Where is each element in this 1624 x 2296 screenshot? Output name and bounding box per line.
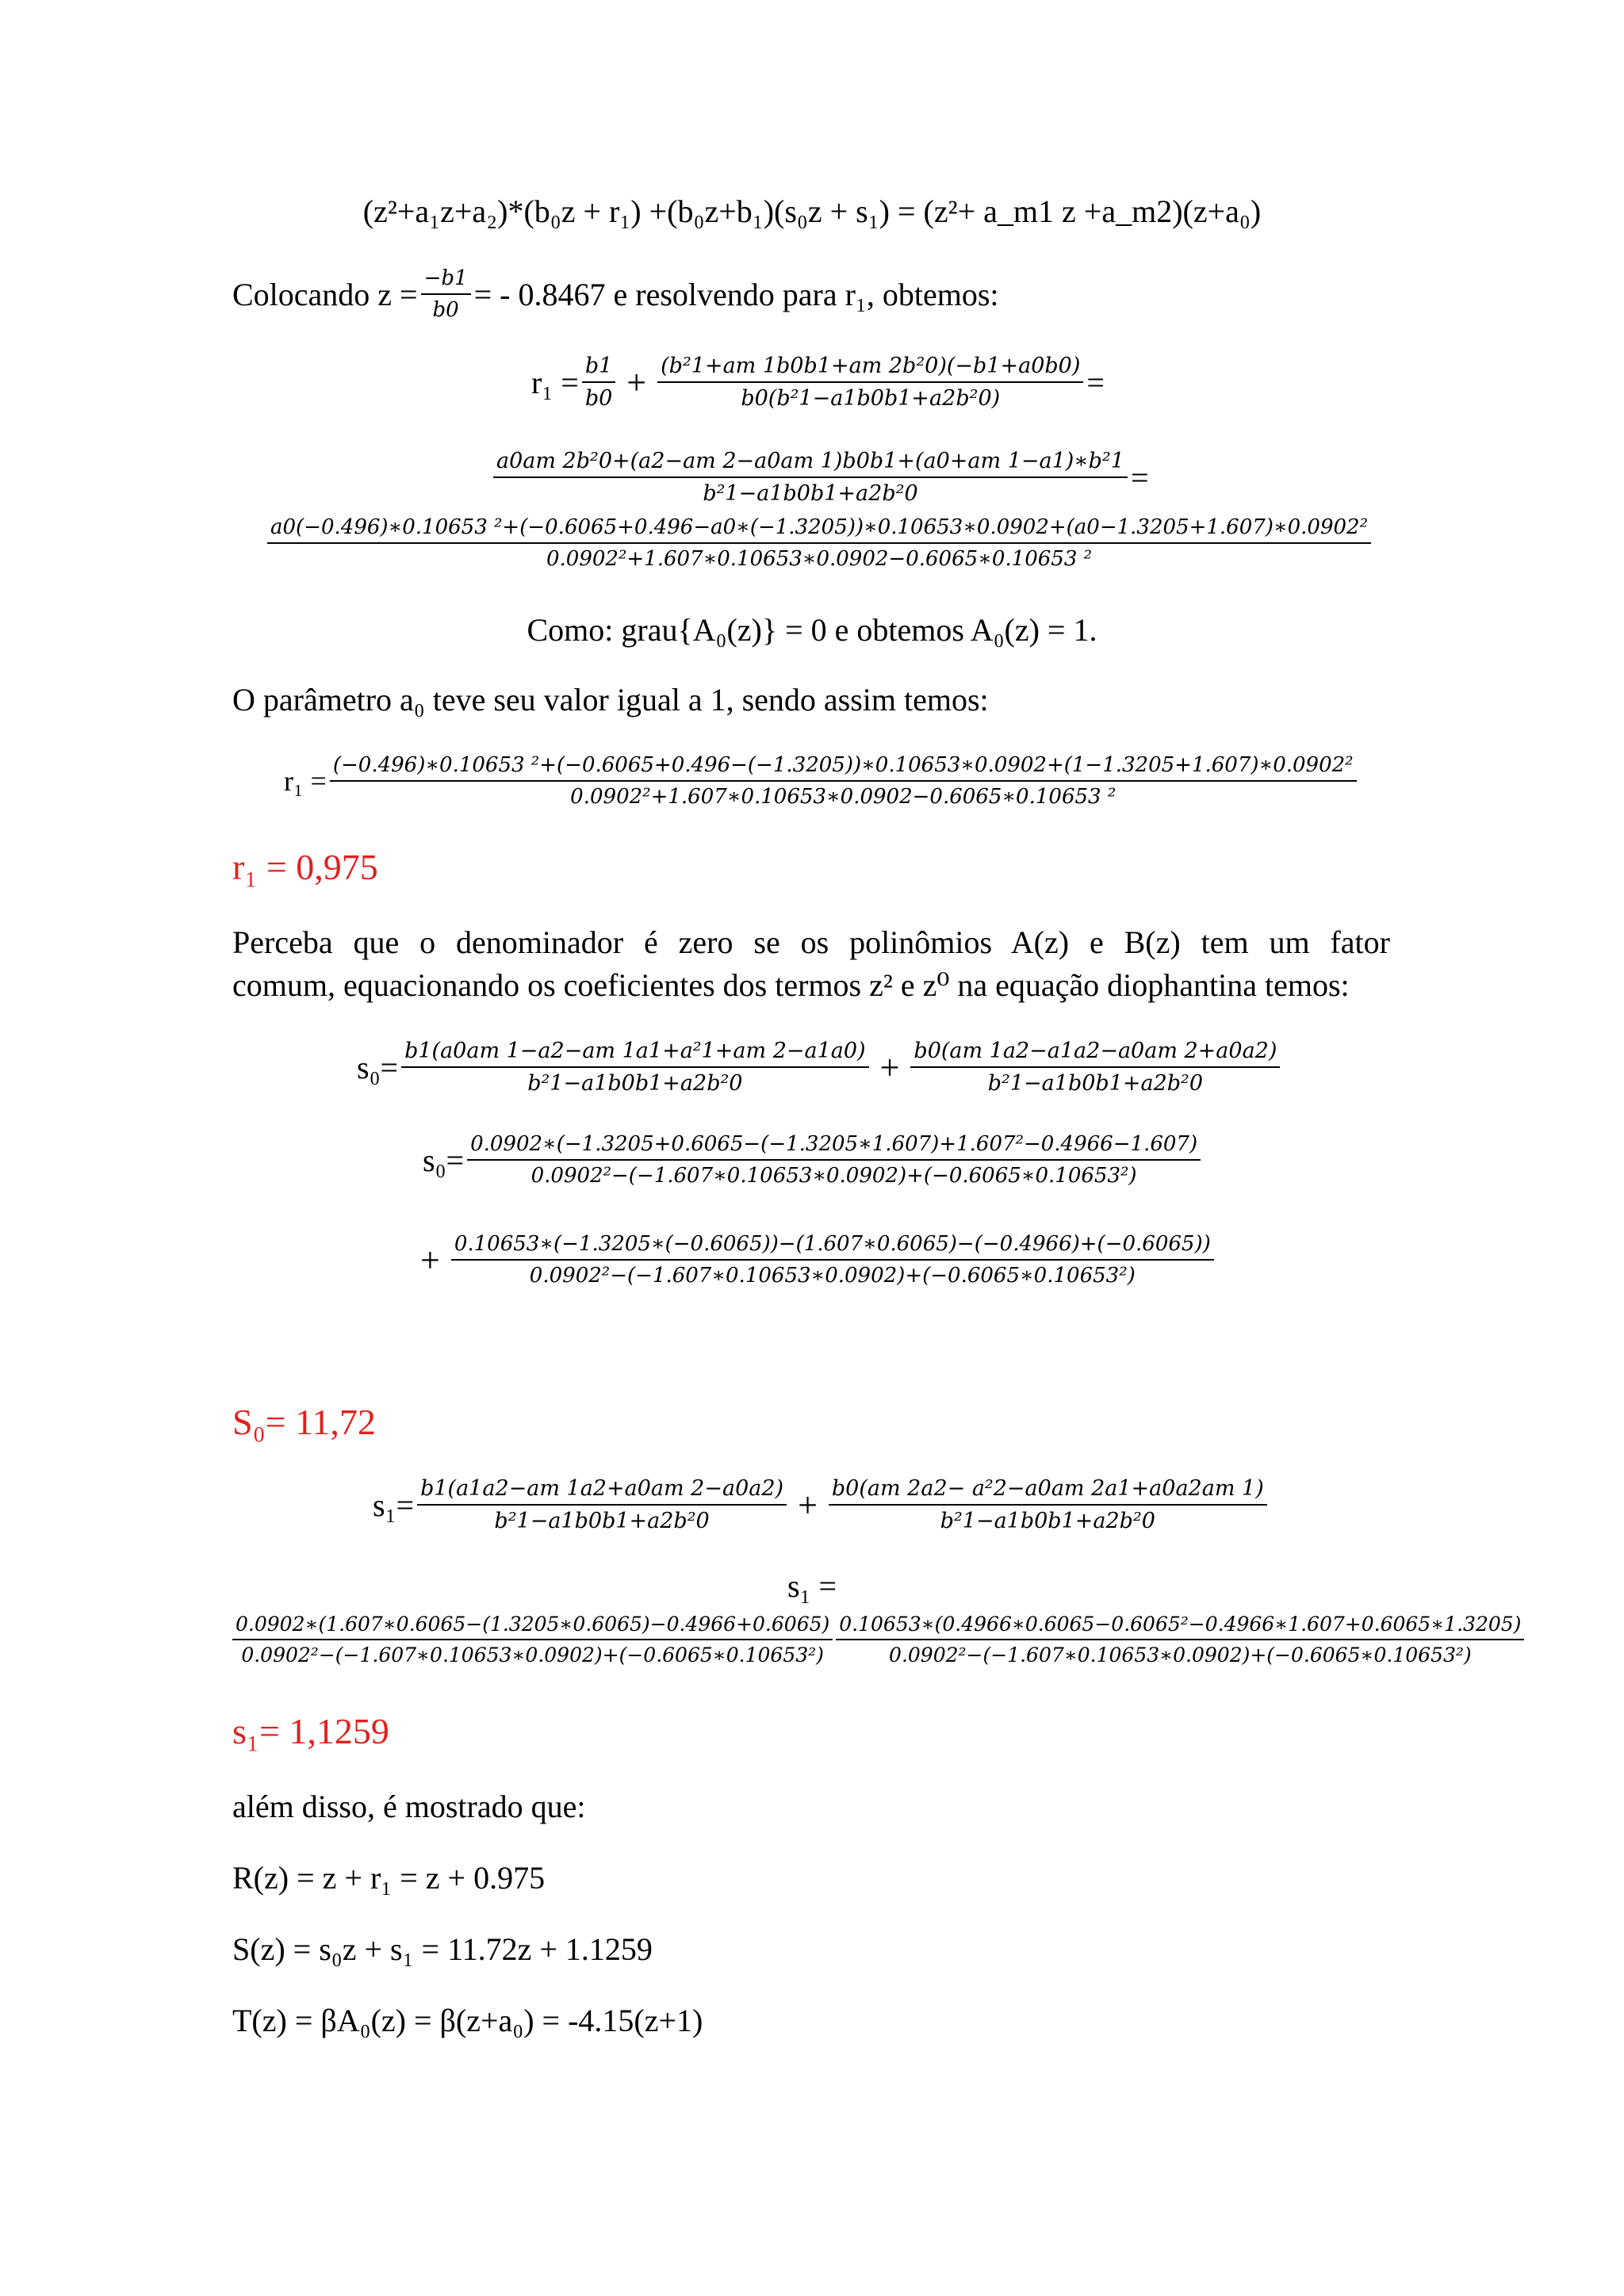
param-line: O parâmetro a₀ teve seu valor igual a 1, sendo assim temos: xyxy=(232,682,989,718)
equals-sign: = xyxy=(1086,364,1105,400)
s1-substituted xyxy=(232,1613,1524,1667)
s0-term2 xyxy=(910,1039,1280,1096)
z-fraction-num: −b1 xyxy=(421,266,471,295)
r1-final-den: 0.0902²+1.607∗0.10653∗0.0902−0.6065∗0.10653 ² xyxy=(570,785,1116,809)
r1-final-fraction xyxy=(330,753,1357,809)
s1-subst-term2-num: 0.10653∗(0.4966∗0.6065−0.6065²−0.4966∗1.607+0.6065∗1.3205) xyxy=(836,1613,1524,1640)
S-polynomial-line: S(z) = s₀z + s₁ = 11.72z + 1.1259 xyxy=(232,1931,653,1967)
r1-term1-num: b1 xyxy=(582,354,615,383)
s1-subst-term2 xyxy=(836,1613,1524,1667)
r1-final-num: (−0.496)∗0.10653 ²+(−0.6065+0.496−(−1.3205))∗0.10653∗0.0902+(1−1.3205+1.607)∗0.0902² xyxy=(330,753,1357,782)
s0-subst2-fraction xyxy=(451,1232,1214,1288)
s0-term2-den: b²1−a1b0b1+a2b²0 xyxy=(987,1071,1204,1096)
s0-subst2-den: 0.0902²−(−1.607∗0.10653∗0.0902)+(−0.6065∗0.10653²) xyxy=(529,1264,1136,1288)
r1-subst-fraction xyxy=(267,515,1371,571)
s0-term1 xyxy=(401,1039,869,1096)
s1-subst-term1 xyxy=(232,1613,833,1667)
colocando-suffix: = - 0.8467 e resolvendo para r₁, obtemos: xyxy=(473,276,999,312)
s1-label-line: s₁ = xyxy=(787,1568,837,1604)
r1-result: r₁ = 0,975 xyxy=(232,847,378,887)
como-line: Como: grau{A₀(z)} = 0 e obtemos A₀(z) = 1. xyxy=(527,612,1097,648)
s0-result: S₀= 11,72 xyxy=(232,1402,376,1442)
perceba-line-1: Perceba que o denominador é zero se os polinômios A(z) e B(z) tem um fator xyxy=(232,924,1390,960)
s1-term2 xyxy=(829,1476,1267,1533)
s1-subst-term1-den: 0.0902²−(−1.607∗0.10653∗0.0902)+(−0.6065∗0.10653²) xyxy=(241,1644,824,1667)
perceba-line-2: comum, equacionando os coeficientes dos termos z² e z⁰ na equação diophantina temos: xyxy=(232,967,1350,1003)
colocando-prefix: Colocando z = xyxy=(232,276,418,312)
equals-sign: = xyxy=(1130,459,1149,496)
s0-subst-label: s₀= xyxy=(423,1142,465,1178)
s0-term1-den: b²1−a1b0b1+a2b²0 xyxy=(527,1071,743,1096)
s1-result: s₁= 1,1259 xyxy=(232,1711,389,1751)
z-fraction-den: b0 xyxy=(432,298,459,322)
r1-term2-num: (b²1+am 1b0b1+am 2b²0)(−b1+a0b0) xyxy=(657,354,1083,383)
r1-mid-fraction xyxy=(493,449,1128,506)
r1-final-formula xyxy=(284,753,1360,809)
s0-substituted-1 xyxy=(423,1132,1204,1188)
r1-term1-den: b0 xyxy=(584,386,613,411)
s0-label: s₀= xyxy=(357,1049,399,1085)
s1-term1-den: b²1−a1b0b1+a2b²0 xyxy=(494,1509,710,1533)
r1-mid-formula xyxy=(490,449,1149,506)
s0-subst1-num: 0.0902∗(−1.3205+0.6065−(−1.3205∗1.607)+1.607²−0.4966−1.607) xyxy=(467,1132,1201,1161)
s0-general-formula xyxy=(357,1039,1283,1096)
s1-subst-term1-num: 0.0902∗(1.607∗0.6065−(1.3205∗0.6065)−0.4966+0.6065) xyxy=(232,1613,833,1640)
s1-term1-num: b1(a1a2−am 1a2+a0am 2−a0a2) xyxy=(417,1476,787,1506)
r1-subst-num: a0(−0.496)∗0.10653 ²+(−0.6065+0.496−a0∗(−1.3205))∗0.10653∗0.0902+(a0−1.3205+1.607)∗0.0902² xyxy=(267,515,1371,544)
plus-sign: + xyxy=(798,1485,818,1525)
s0-substituted-2 xyxy=(412,1232,1217,1288)
s1-general-formula xyxy=(373,1476,1270,1533)
alem-line: além disso, é mostrado que: xyxy=(232,1789,586,1824)
s0-subst1-den: 0.0902²−(−1.607∗0.10653∗0.0902)+(−0.6065∗0.10653²) xyxy=(530,1164,1137,1188)
s0-subst2-num: 0.10653∗(−1.3205∗(−0.6065))−(1.607∗0.6065)−(−0.4966)+(−0.6065)) xyxy=(451,1232,1214,1261)
r1-mid-den: b²1−a1b0b1+a2b²0 xyxy=(703,481,918,506)
r1-substituted xyxy=(264,515,1374,571)
R-polynomial-line: R(z) = z + r₁ = z + 0.975 xyxy=(232,1860,546,1896)
s1-subst-term2-den: 0.0902²−(−1.607∗0.10653∗0.0902)+(−0.6065∗0.10653²) xyxy=(889,1644,1472,1667)
s0-subst1-fraction xyxy=(467,1132,1201,1188)
r1-term2 xyxy=(657,354,1083,411)
s1-term2-num: b0(am 2a2− a²2−a0am 2a1+a0a2am 1) xyxy=(829,1476,1267,1506)
z-fraction xyxy=(421,266,471,322)
T-polynomial-line: T(z) = βA₀(z) = β(z+a₀) = -4.15(z+1) xyxy=(232,2003,703,2038)
diophantine-equation: (z²+a₁z+a₂)*(b₀z + r₁) +(b₀z+b₁)(s₀z + s₁) = (z²+ a_m1 z +a_m2)(z+a₀) xyxy=(362,193,1262,229)
r1-term1 xyxy=(582,354,615,411)
r1-term2-den: b0(b²1−a1b0b1+a2b²0) xyxy=(741,386,1001,411)
r1-label: r₁ = xyxy=(531,364,579,400)
r1-final-label: r₁ = xyxy=(284,765,327,797)
r1-general-formula xyxy=(531,354,1105,411)
s1-label: s₁= xyxy=(373,1487,415,1523)
r1-mid-num: a0am 2b²0+(a2−am 2−a0am 1)b0b1+(a0+am 1−a1)∗b²1 xyxy=(493,449,1128,478)
plus-sign: + xyxy=(879,1047,900,1087)
colocando-line xyxy=(232,266,999,322)
s1-term1 xyxy=(417,1476,787,1533)
s0-term1-num: b1(a0am 1−a2−am 1a1+a²1+am 2−a1a0) xyxy=(401,1039,869,1068)
plus-sign: + xyxy=(420,1240,440,1280)
plus-sign: + xyxy=(626,362,647,402)
s1-term2-den: b²1−a1b0b1+a2b²0 xyxy=(940,1509,1155,1533)
r1-subst-den: 0.0902²+1.607∗0.10653∗0.0902−0.6065∗0.10653 ² xyxy=(546,547,1093,571)
s0-term2-num: b0(am 1a2−a1a2−a0am 2+a0a2) xyxy=(910,1039,1280,1068)
